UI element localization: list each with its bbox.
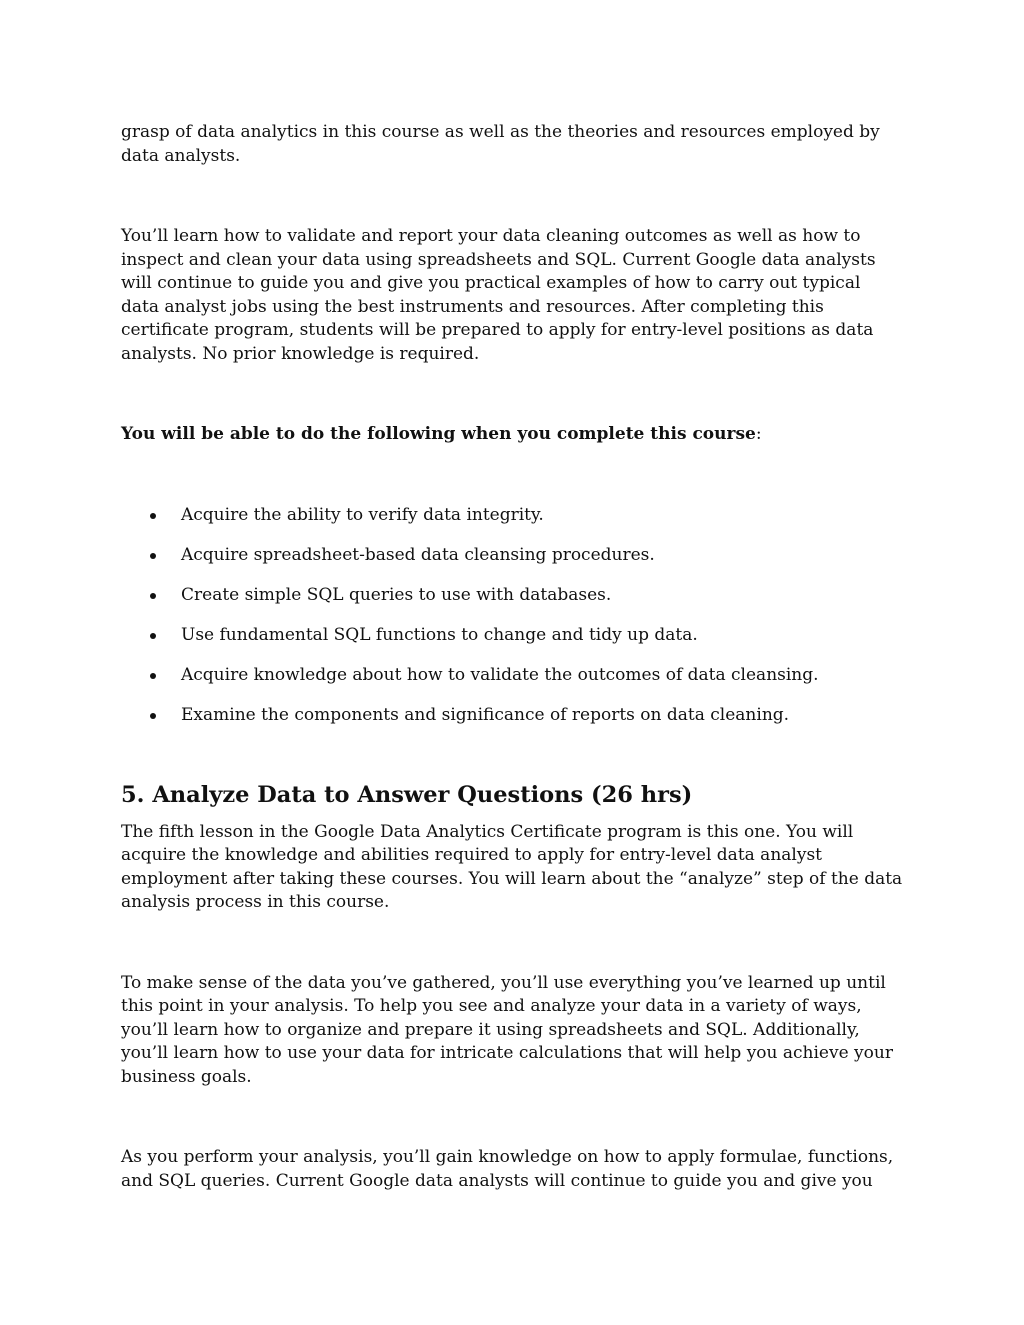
list-item-text: Acquire knowledge about how to validate the outcomes of data cleansing. bbox=[181, 664, 819, 685]
spacer bbox=[121, 1089, 903, 1146]
list-item-text: Create simple SQL queries to use with databases. bbox=[181, 584, 612, 605]
outcomes-lead bbox=[121, 423, 903, 447]
list-item bbox=[121, 624, 903, 648]
outcomes-lead-bold: You will be able to do the following when you complete this course bbox=[121, 424, 756, 444]
bullet-icon bbox=[150, 633, 156, 639]
list-item-text: Acquire spreadsheet-based data cleansing procedures. bbox=[181, 544, 655, 565]
spacer bbox=[121, 168, 903, 225]
bullet-icon bbox=[150, 553, 156, 559]
spacer bbox=[121, 744, 903, 781]
paragraph-intro: grasp of data analytics in this course as well as the theories and resources employed by data analysts. bbox=[121, 122, 880, 166]
outcomes-list bbox=[121, 504, 903, 728]
spacer bbox=[121, 447, 903, 504]
spacer bbox=[121, 809, 903, 821]
list-item bbox=[121, 544, 903, 568]
outcomes-lead-colon: : bbox=[755, 424, 762, 444]
bullet-icon bbox=[150, 593, 156, 599]
document-body bbox=[121, 121, 903, 1193]
spacer bbox=[121, 915, 903, 972]
paragraph-sense: To make sense of the data you’ve gathered, you’ll use everything you’ve learned up until this point in your analysis. To help you see and analyze your data in a variety of ways, you’ll learn how to organize and prepare it using spreadsheets and SQL. Additionally, you’ll learn how to use your data for intricate calculations that will help you achieve your business goals. bbox=[121, 972, 893, 1087]
paragraph-perform: As you perform your analysis, you’ll gain knowledge on how to apply formulae, functions, and SQL queries. Current Google data analysts will continue to guide you and give you bbox=[121, 1147, 894, 1191]
list-item bbox=[121, 504, 903, 528]
paragraph-fifth: The fifth lesson in the Google Data Analytics Certificate program is this one. You will acquire the knowledge and abilities required to apply for entry-level data analyst employment after taking these courses. You will learn about the “analyze” step of the data analysis process in this course. bbox=[121, 821, 903, 912]
list-item-text: Use fundamental SQL functions to change and tidy up data. bbox=[181, 624, 698, 645]
list-item-text: Acquire the ability to verify data integrity. bbox=[181, 504, 544, 525]
paragraph-validate: You’ll learn how to validate and report your data cleaning outcomes as well as how to inspect and clean your data using spreadsheets and SQL. Current Google data analysts will continue to guide you and give you practical examples of how to carry out typical data analyst jobs using the best instruments and resources. After completing this certificate program, students will be prepared to apply for entry-level positions as data analysts. No prior knowledge is required. bbox=[121, 226, 876, 364]
bullet-icon bbox=[150, 673, 156, 679]
bullet-icon bbox=[150, 713, 156, 719]
section-heading: 5. Analyze Data to Answer Questions (26 hrs) bbox=[121, 781, 693, 808]
list-item bbox=[121, 704, 903, 728]
list-item bbox=[121, 584, 903, 608]
spacer bbox=[121, 366, 903, 423]
list-item-text: Examine the components and significance of reports on data cleaning. bbox=[181, 704, 790, 725]
list-item bbox=[121, 664, 903, 688]
bullet-icon bbox=[150, 513, 156, 519]
